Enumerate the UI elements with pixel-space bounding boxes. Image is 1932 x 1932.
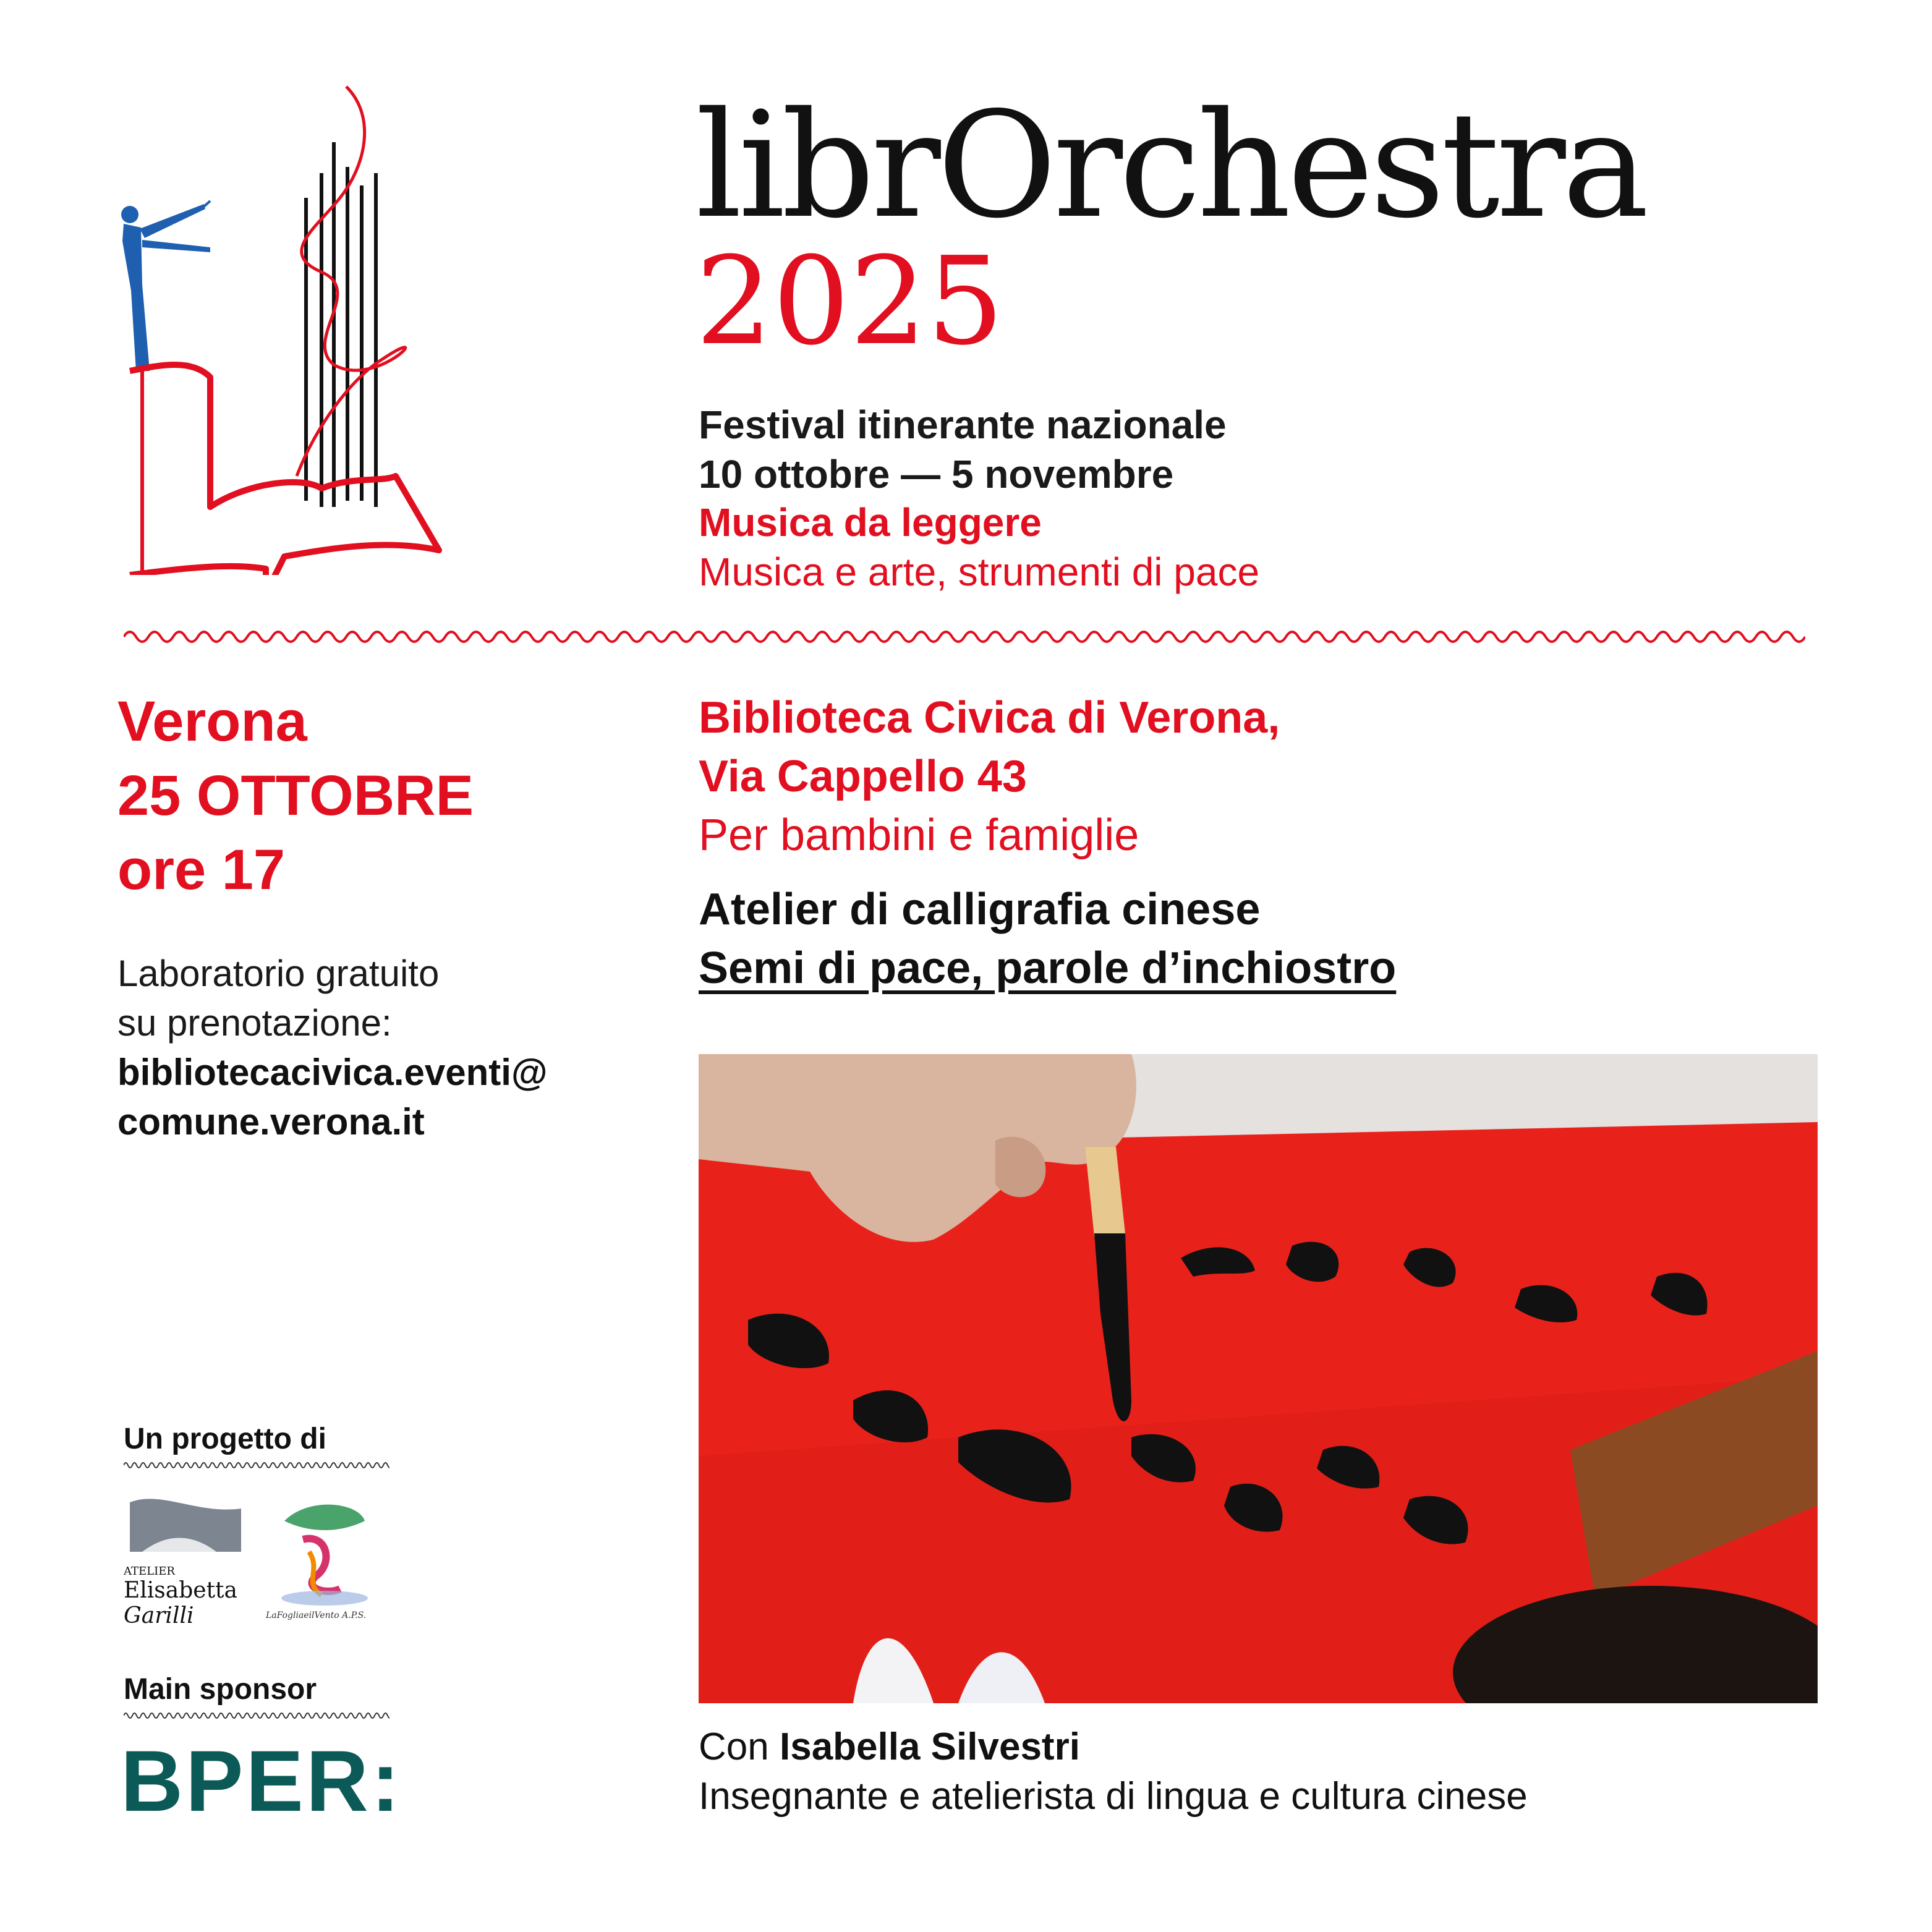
project-divider: [124, 1459, 389, 1471]
event-city: Verona: [117, 690, 307, 753]
bper-logo: BPER:: [121, 1732, 402, 1829]
festival-tagline: Musica da leggere: [699, 500, 1042, 545]
host-prefix: Con: [699, 1726, 769, 1768]
atelier-label: ATELIER: [124, 1565, 175, 1578]
event-time: ore 17: [117, 838, 286, 901]
leaf-dancer-icon: [266, 1496, 377, 1607]
atelier-name: Elisabetta: [124, 1578, 237, 1603]
atelier-garilli-icon: [124, 1490, 247, 1558]
venue-name: Biblioteca Civica di Verona,: [699, 693, 1280, 743]
workshop-subtitle: Semi di pace, parole d’inchiostro: [699, 943, 1397, 993]
workshop-title: Atelier di calligrafia cinese: [699, 885, 1261, 934]
sponsor-divider: [124, 1709, 389, 1722]
booking-email[interactable]: bibliotecacivica.eventi@: [117, 1052, 548, 1093]
wave-divider: [124, 624, 1805, 649]
lafoglia-logo: [266, 1496, 377, 1632]
atelier-surname: Garilli: [124, 1603, 194, 1628]
host-line: [699, 1725, 1080, 1769]
calligraphy-photo: [699, 1054, 1818, 1703]
host-role: Insegnante e atelierista di lingua e cultura cinese: [699, 1775, 1528, 1818]
lafoglia-name: LaFogliaeilVento A.P.S.: [266, 1611, 367, 1620]
project-label: Un progetto di: [124, 1423, 326, 1455]
festival-theme: Musica e arte, strumenti di pace: [699, 550, 1260, 594]
festival-title: librOrchestra: [696, 80, 1646, 250]
event-date: 25 OTTOBRE: [117, 764, 474, 827]
venue-address: Via Cappello 43: [699, 752, 1027, 801]
sponsor-label: Main sponsor: [124, 1673, 317, 1706]
booking-email-domain[interactable]: comune.verona.it: [117, 1101, 425, 1143]
festival-subtitle: Festival itinerante nazionale: [699, 402, 1227, 447]
booking-info: Laboratorio gratuito: [117, 953, 440, 994]
host-name: Isabella Silvestri: [779, 1726, 1080, 1768]
festival-logo-icon: [117, 80, 464, 575]
booking-info-2: su prenotazione:: [117, 1002, 392, 1044]
festival-year: 2025: [696, 231, 1004, 372]
audience-label: Per bambini e famiglie: [699, 811, 1139, 860]
festival-dates: 10 ottobre — 5 novembre: [699, 452, 1174, 496]
atelier-garilli-logo: [124, 1490, 247, 1638]
